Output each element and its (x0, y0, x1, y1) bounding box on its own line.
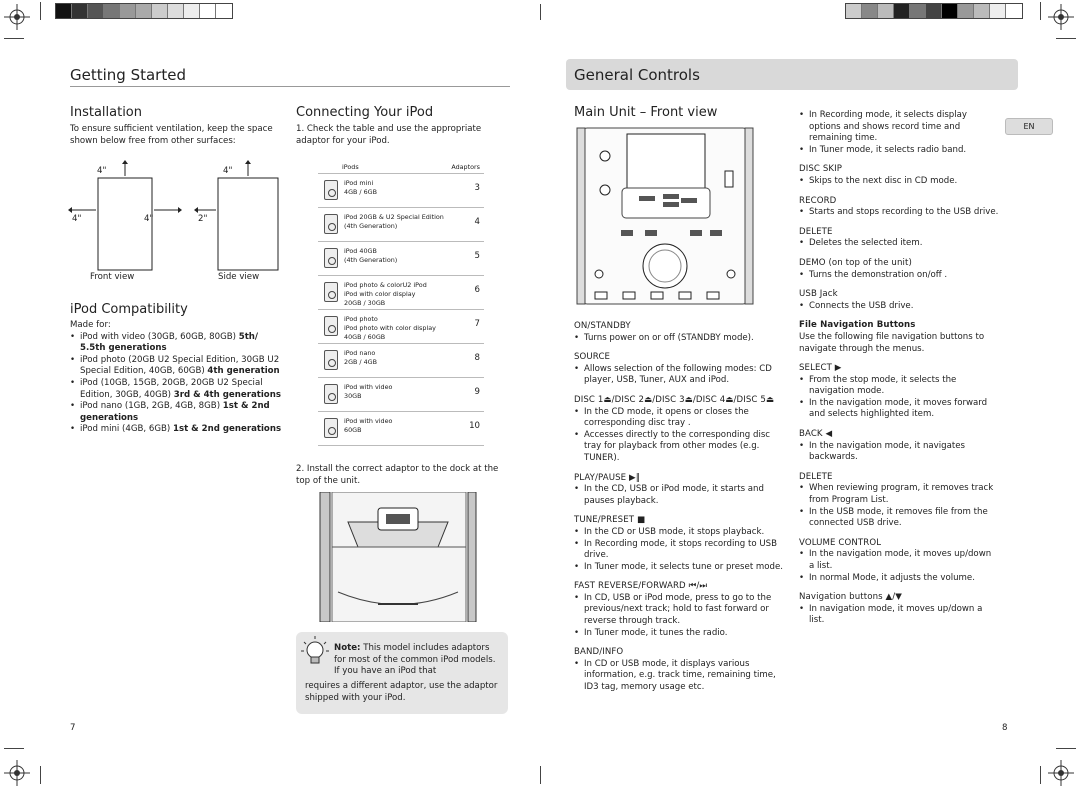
compat-item-text: iPod nano (1GB, 2GB, 4GB, 8GB) (80, 401, 223, 412)
section-title: General Controls (574, 66, 700, 84)
front-view-caption: Front view (90, 272, 135, 282)
control-heading: File Navigation Buttons (799, 320, 916, 331)
spacer (799, 281, 999, 289)
ipod-icon (324, 350, 338, 370)
ipod-icon (324, 316, 338, 336)
spacer (799, 464, 999, 472)
control-description: • In the CD mode, it opens or closes the corresponding disc tray . (574, 407, 786, 430)
spacer (799, 530, 999, 538)
control-description: • In Recording mode, it selects display options and shows record time and remaining time. (799, 110, 999, 145)
control-description: • Turns power on or off (STANDBY mode). (574, 333, 786, 345)
control-heading: USB Jack (799, 289, 838, 300)
control-description: • Accesses directly to the corresponding disc tray for playback from other modes (e.g. TUNER). (574, 430, 786, 465)
control-description: • In the navigation mode, it navigates backwards. (799, 441, 999, 464)
control-heading: Navigation buttons ▲/▼ (799, 592, 902, 603)
spacer (574, 344, 786, 352)
table-row (318, 412, 484, 446)
table-row (318, 174, 484, 208)
color-bars-left (55, 3, 233, 19)
ipod-model: iPod with video 60GB (344, 417, 393, 434)
compat-item-text: iPod with video (30GB, 60GB, 80GB) (80, 331, 239, 342)
compat-heading: iPod Compatibility (70, 302, 188, 317)
compat-item-text: iPod (10GB, 15GB, 20GB, 20GB U2 Special Edition, 30GB, 40GB) (80, 377, 263, 400)
control-description: • In CD, USB or iPod mode, press to go to the previous/next track; hold to fast forward or reverse through track. (574, 593, 786, 628)
registration-mark-icon (1048, 760, 1074, 786)
ipod-model: iPod 40GB (4th Generation) (344, 247, 398, 264)
control-heading: PLAY/PAUSE ▶‖ (574, 472, 641, 483)
crop-mark (4, 748, 24, 749)
ipod-icon (324, 384, 338, 404)
control-description: • Skips to the next disc in CD mode. (799, 176, 999, 188)
compat-item (70, 401, 282, 424)
control-description: • In the CD, USB or iPod mode, it starts and pauses playback. (574, 484, 786, 507)
control-paragraph: Use the following file navigation buttons to navigate through the menus. (799, 331, 985, 354)
adaptor-number: 8 (474, 353, 480, 363)
title-rule (70, 86, 510, 87)
front-left-clearance: 4" (72, 214, 82, 224)
connecting-step-1: 1. Check the table and use the appropriate adaptor for your iPod. (296, 124, 482, 146)
control-description: • In normal Mode, it adjusts the volume. (799, 573, 999, 585)
control-description: • In the CD or USB mode, it stops playback. (574, 527, 786, 539)
control-description: • Allows selection of the following modes: CD player, USB, Tuner, AUX and iPod. (574, 364, 786, 387)
control-heading: DELETE (799, 471, 833, 482)
ipod-model: iPod nano 2GB / 4GB (344, 349, 378, 366)
spacer (799, 188, 999, 196)
side-view-caption: Side view (218, 272, 260, 282)
adaptor-number: 9 (474, 387, 480, 397)
language-badge: EN (1005, 118, 1053, 135)
side-top-clearance: 4" (223, 166, 233, 176)
ipod-icon (324, 248, 338, 268)
ipod-model: iPod mini 4GB / 6GB (344, 179, 378, 196)
table-row (318, 208, 484, 242)
note-text-1: This model includes adaptors for most of the common iPod models. If you have an iPod that (334, 643, 496, 677)
crop-mark (1056, 38, 1076, 39)
spacer (799, 584, 999, 592)
table-row (318, 242, 484, 276)
crop-mark (1056, 748, 1076, 749)
control-heading: VOLUME CONTROL (799, 537, 882, 548)
control-description: • From the stop mode, it selects the navigation mode. (799, 375, 999, 398)
registration-mark-icon (1048, 4, 1074, 30)
table-row (318, 310, 484, 344)
control-description: • Starts and stops recording to the USB drive. (799, 207, 999, 219)
spacer (799, 421, 999, 429)
spacer (799, 250, 999, 258)
spacer (574, 465, 786, 473)
adaptor-number: 3 (474, 183, 480, 193)
page-title: Getting Started (70, 66, 186, 84)
control-description: • In the navigation mode, it moves forward and selects highlighted item. (799, 398, 999, 421)
page-number-right: 8 (1002, 723, 1008, 733)
control-heading: RECORD (799, 195, 837, 206)
ipod-icon (324, 180, 338, 200)
ipod-icon (324, 214, 338, 234)
control-description: • In Recording mode, it stops recording to USB drive. (574, 539, 786, 562)
spacer (574, 639, 786, 647)
adaptor-number: 6 (474, 285, 480, 295)
compat-item (70, 424, 282, 436)
adaptor-number: 10 (469, 421, 480, 431)
adaptor-number: 4 (474, 217, 480, 227)
control-description: • In Tuner mode, it selects radio band. (799, 145, 999, 157)
connecting-step-2: 2. Install the correct adaptor to the dock at the top of the unit. (296, 464, 499, 486)
note-label: Note: (334, 643, 361, 653)
lightbulb-icon (298, 634, 332, 668)
control-heading: DEMO (on top of the unit) (799, 257, 912, 268)
adaptor-number: 5 (474, 251, 480, 261)
ipod-model: iPod photo & colorU2 iPod iPod with color display 20GB / 30GB (344, 281, 427, 307)
spacer (574, 573, 786, 581)
front-top-clearance: 4" (97, 166, 107, 176)
table-row (318, 276, 484, 310)
control-description: • In the navigation mode, it moves up/down a list. (799, 549, 999, 572)
compat-item-text: iPod mini (4GB, 6GB) (80, 424, 173, 435)
compat-item-generation: 4th generation (207, 366, 280, 377)
crop-mark (4, 38, 24, 39)
ipod-model: iPod 20GB & U2 Special Edition (4th Generation) (344, 213, 444, 230)
control-description: • In Tuner mode, it selects tune or preset mode. (574, 562, 786, 574)
ipod-icon (324, 418, 338, 438)
side-left-clearance: 2" (198, 214, 208, 224)
table-row (318, 344, 484, 378)
control-heading: TUNE/PRESET ■ (574, 515, 646, 526)
made-for-label: Made for: (70, 320, 111, 330)
spacer (799, 312, 999, 320)
control-heading: DISC 1⏏/DISC 2⏏/DISC 3⏏/DISC 4⏏/DISC 5⏏ (574, 394, 775, 405)
control-heading: BACK ◀ (799, 429, 833, 440)
note-text-cont: requires a different adaptor, use the adaptor shipped with your iPod. (305, 681, 498, 703)
connecting-heading: Connecting Your iPod (296, 105, 434, 120)
control-description: • Deletes the selected item. (799, 238, 999, 250)
compat-item-text: iPod photo (20GB U2 Special Edition, 30GB U2 Special Edition, 40GB, 60GB) (80, 354, 280, 377)
control-heading: DISC SKIP (799, 164, 843, 175)
controls-column-2 (799, 110, 999, 627)
control-description: • In Tuner mode, it tunes the radio. (574, 628, 786, 640)
control-description: • Turns the demonstration on/off . (799, 270, 999, 282)
spacer (574, 387, 786, 395)
control-heading: SELECT ▶ (799, 363, 842, 374)
ipod-icon (324, 282, 338, 302)
control-description: • In navigation mode, it moves up/down a list. (799, 604, 999, 627)
ipod-model: iPod photo iPod photo with color display 40GB / 60GB (344, 315, 436, 341)
spacer (799, 355, 999, 363)
registration-mark-icon (4, 760, 30, 786)
compat-item (70, 378, 282, 401)
adaptor-table (318, 160, 484, 446)
header-adaptors: Adaptors (451, 163, 480, 171)
control-description: • When reviewing program, it removes track from Program List. (799, 483, 999, 506)
control-heading: ON/STANDBY (574, 321, 631, 331)
control-heading: BAND/INFO (574, 647, 624, 658)
control-description: • Connects the USB drive. (799, 301, 999, 313)
header-ipods: iPods (342, 163, 359, 171)
ipod-model: iPod with video 30GB (344, 383, 393, 400)
crop-mark (40, 2, 41, 20)
compat-item (70, 332, 282, 355)
color-bars-right (845, 3, 1023, 19)
compat-item-generation: 5th/ 5.5th generations (80, 331, 259, 354)
compat-item-generation: 3rd & 4th generations (173, 389, 281, 400)
compat-list (70, 320, 282, 436)
spacer (799, 156, 999, 164)
front-view-heading: Main Unit – Front view (574, 105, 718, 120)
page-number-left: 7 (70, 723, 76, 733)
dock-illustration (318, 492, 478, 622)
adaptor-table-header (318, 160, 484, 174)
table-row (318, 378, 484, 412)
compat-item-generation: 1st & 2nd generations (80, 401, 270, 423)
installation-text: To ensure sufficient ventilation, keep the space shown below free from other surfaces: (70, 124, 273, 146)
crop-mark (540, 766, 541, 784)
control-heading: SOURCE (574, 352, 611, 363)
compat-item (70, 355, 282, 378)
crop-mark (1040, 2, 1041, 20)
spacer (799, 219, 999, 227)
compat-item-generation: 1st & 2nd generations (172, 424, 282, 435)
crop-mark (40, 766, 41, 784)
crop-mark (540, 4, 541, 20)
control-description: • In CD or USB mode, it displays various information, e.g. track time, remaining time, ID3 tag, memory usage etc. (574, 659, 786, 694)
front-right-clearance: 4" (144, 214, 154, 224)
installation-heading: Installation (70, 105, 143, 120)
crop-mark (1040, 766, 1041, 784)
registration-mark-icon (4, 4, 30, 30)
adaptor-number: 7 (474, 319, 480, 329)
controls-column-1 (574, 321, 786, 694)
control-heading: DELETE (799, 226, 833, 237)
main-unit-diagram (575, 126, 755, 316)
note-text (334, 643, 502, 678)
control-description: • In the USB mode, it removes file from the connected USB drive. (799, 507, 999, 530)
control-heading: FAST REVERSE/FORWARD ⏮/⏭ (574, 581, 708, 592)
spacer (574, 507, 786, 515)
